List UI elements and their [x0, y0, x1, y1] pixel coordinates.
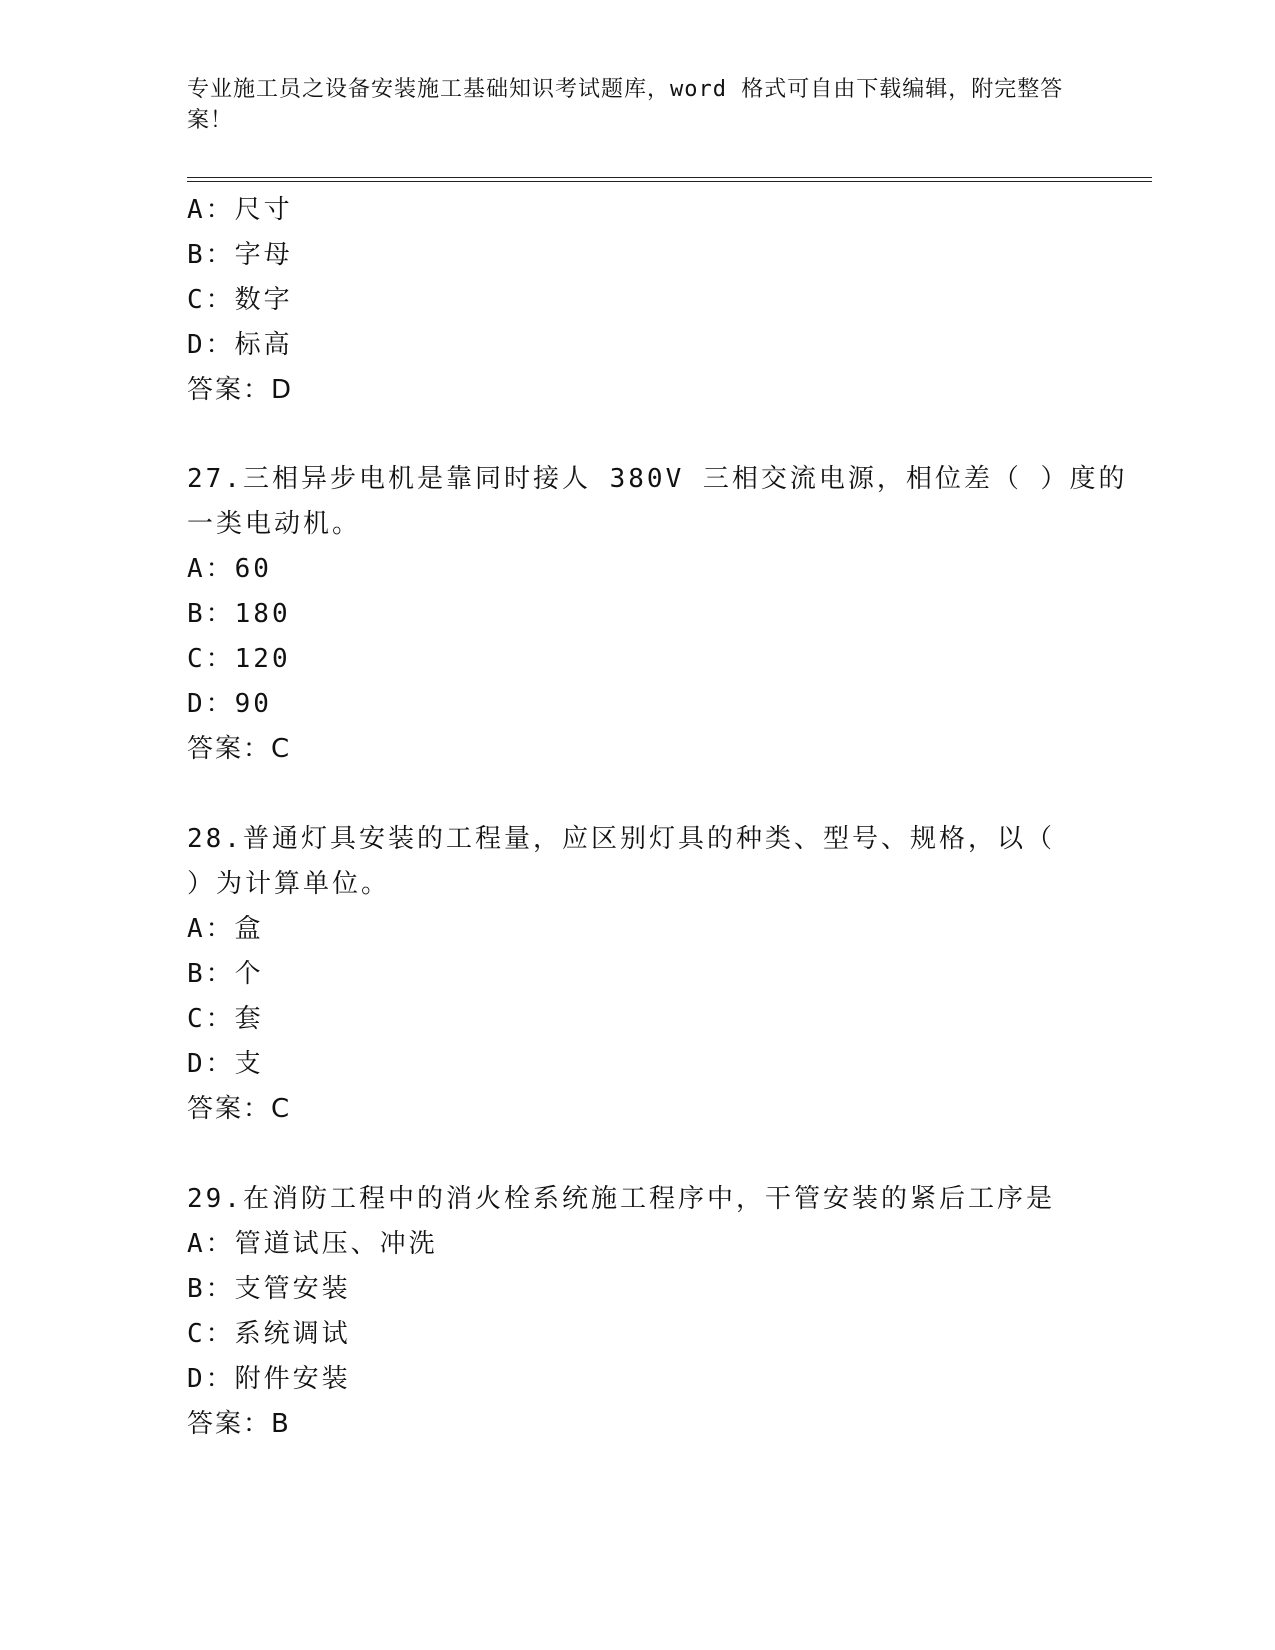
q26-option-b: B：字母	[187, 240, 293, 270]
q28-stem-line-2: ）为计算单位。	[187, 869, 391, 899]
q27-stem-line-1: 27.三相异步电机是靠同时接人 380V 三相交流电源，相位差（ ）度的	[187, 464, 1128, 494]
q29-option-b: B：支管安装	[187, 1274, 351, 1304]
q27-stem-line-2: 一类电动机。	[187, 509, 362, 539]
q26-option-c: C：数字	[187, 285, 293, 315]
q27-option-c: C：120	[187, 644, 291, 674]
q29-answer: 答案：B	[187, 1409, 291, 1439]
q28-stem-line-1: 28.普通灯具安装的工程量，应区别灯具的种类、型号、规格，以（	[187, 824, 1055, 854]
q27-option-b: B：180	[187, 599, 291, 629]
q27-option-a: A：60	[187, 554, 272, 584]
q27-answer: 答案：C	[187, 734, 292, 764]
q29-option-a: A：管道试压、冲洗	[187, 1229, 438, 1259]
document-header: 专业施工员之设备安装施工基础知识考试题库，word 格式可自由下载编辑，附完整答案！	[187, 77, 1064, 133]
q29-option-d: D：附件安装	[187, 1364, 351, 1394]
q27-option-d: D：90	[187, 689, 272, 719]
q28-option-a: A：盒	[187, 914, 264, 944]
q26-option-a: A：尺寸	[187, 195, 293, 225]
q29-option-c: C：系统调试	[187, 1319, 351, 1349]
q28-answer: 答案：C	[187, 1094, 292, 1124]
header-divider-top	[187, 177, 1152, 178]
q26-option-d: D：标高	[187, 330, 293, 360]
q28-option-d: D：支	[187, 1049, 264, 1079]
q29-stem-line-1: 29.在消防工程中的消火栓系统施工程序中，干管安装的紧后工序是	[187, 1184, 1055, 1214]
q28-option-c: C：套	[187, 1004, 264, 1034]
q28-option-b: B：个	[187, 959, 264, 989]
header-divider-bottom	[187, 181, 1152, 182]
q26-answer: 答案：D	[187, 375, 294, 405]
